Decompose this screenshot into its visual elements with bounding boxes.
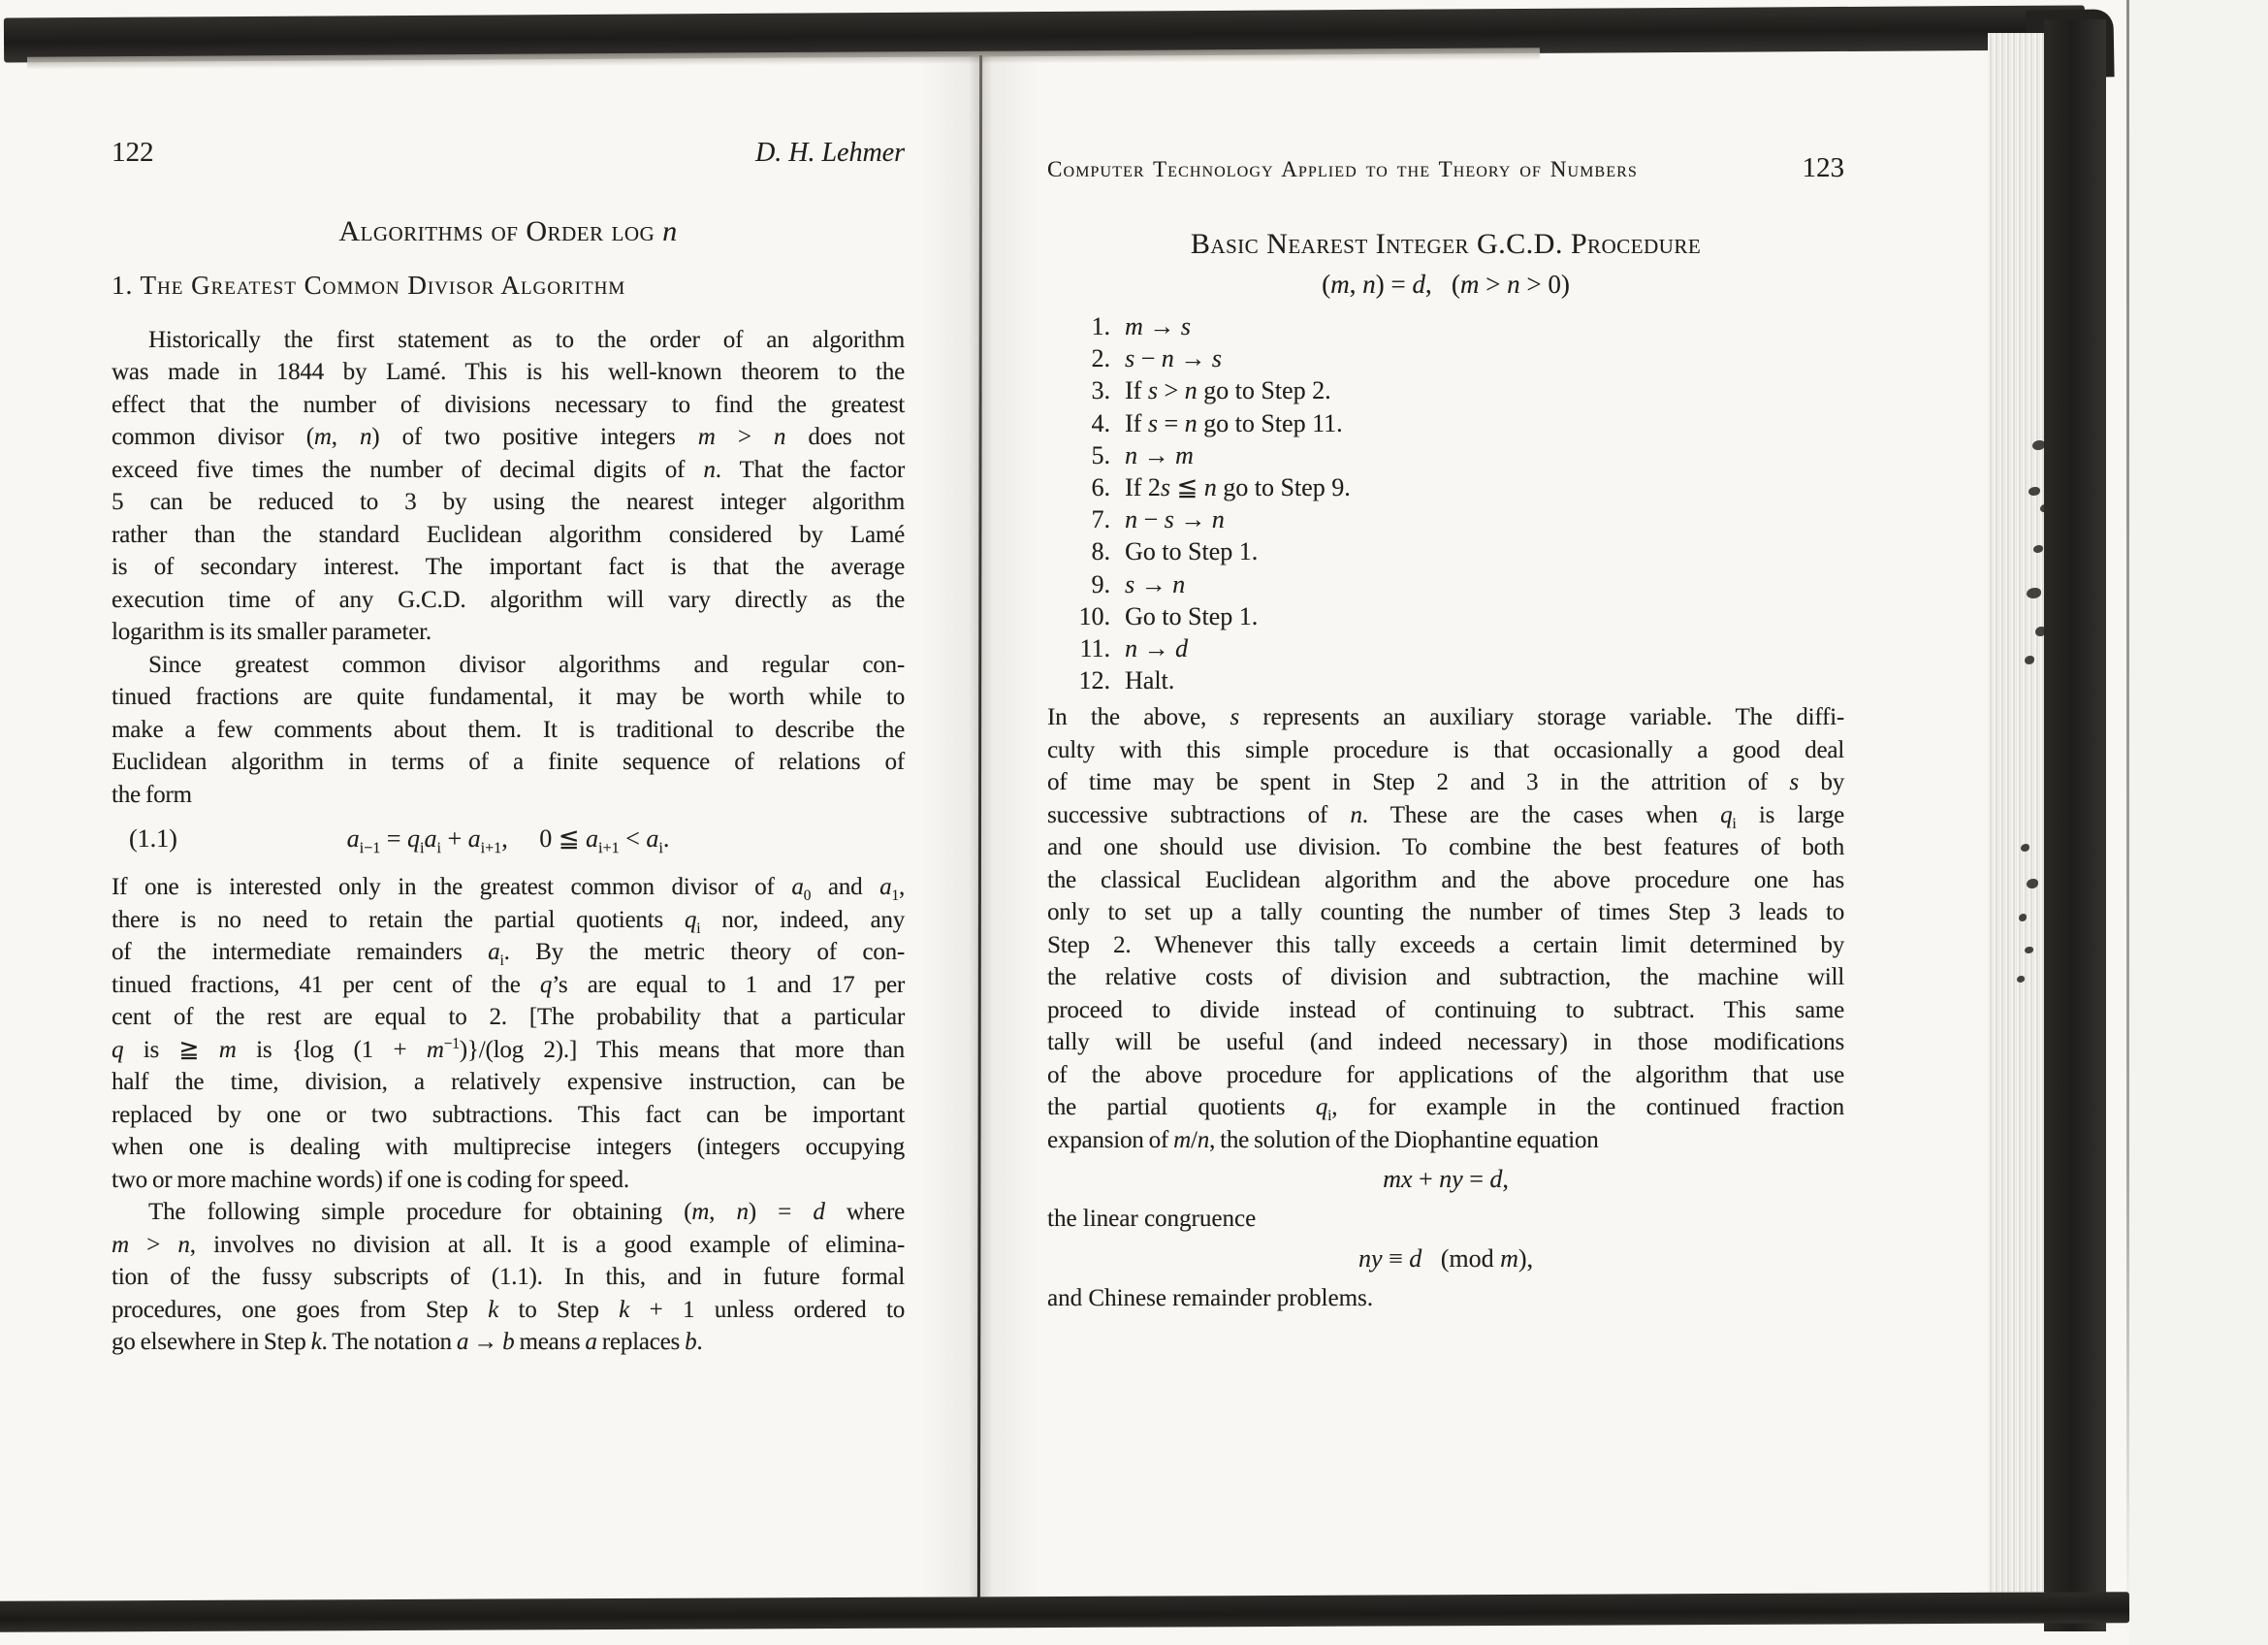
step-number: 2.: [1091, 344, 1110, 373]
ink-spot: [2019, 914, 2027, 921]
text-line: execution time of any G.C.D. algorithm will vary directly as the: [112, 586, 905, 613]
procedure-step: [1047, 632, 1844, 664]
paragraph-historically: [112, 324, 905, 649]
ink-spot: [2017, 976, 2025, 983]
closing-line: and Chinese remainder problems.: [1047, 1285, 1374, 1312]
step-number: 6.: [1091, 473, 1110, 502]
text-line: effect that the number of divisions necessary to find the greatest: [112, 391, 905, 418]
step-text: n → d: [1125, 634, 1188, 663]
step-number: 9.: [1091, 569, 1110, 598]
ink-spot: [2033, 545, 2043, 553]
procedure-step: [1047, 600, 1844, 632]
procedure-condition: (m, n) = d, (m > n > 0): [1322, 270, 1570, 299]
procedure-step: [1047, 664, 1844, 696]
text-line: was made in 1844 by Lamé. This is his well-known theorem to the: [112, 359, 905, 385]
text-line: the form: [112, 781, 192, 808]
text-line: Since greatest common divisor algorithms and regular con-: [148, 651, 905, 678]
text-line: make a few comments about them. It is traditional to describe the: [112, 716, 905, 743]
linear-congruence-label: the linear congruence: [1047, 1206, 1257, 1233]
text-line: and one should use division. To combine the best features of both: [1047, 834, 1844, 861]
text-line: tinued fractions, 41 per cent of the q’s are equal to 1 and 17 per: [112, 971, 905, 998]
text-line: the relative costs of division and subtraction, the machine will: [1047, 964, 1844, 991]
text-line: of the above procedure for applications of the algorithm that use: [1047, 1061, 1844, 1088]
step-number: 1.: [1091, 312, 1110, 340]
procedure-step: [1047, 439, 1844, 471]
step-text: If s > n go to Step 2.: [1125, 376, 1331, 405]
equation-label: (1.1): [129, 824, 177, 853]
step-text: If s = n go to Step 11.: [1125, 408, 1343, 437]
text-line: logarithm is its smaller parameter.: [112, 619, 431, 645]
equation-congruence: ny ≡ d (mod m),: [1358, 1244, 1534, 1274]
text-line: two or more machine words) if one is coding for speed.: [112, 1166, 629, 1193]
text-line: q is ≧ m is {log $(1 + m^{-1})\}/(\log$ 2).] This means that more than: [112, 1035, 905, 1063]
step-number: 8.: [1091, 537, 1110, 566]
right-page: [1047, 151, 1844, 1315]
text-line: replaced by one or two subtractions. This fact can be important: [112, 1101, 905, 1128]
ink-spot: [2027, 588, 2041, 598]
paragraph-if-one-is-interested: [112, 871, 905, 1196]
text-line: rather than the standard Euclidean algorithm considered by Lamé: [112, 521, 905, 548]
article-title: Algorithms of Order log n: [338, 215, 678, 247]
procedure-step: [1047, 374, 1844, 406]
procedure-step: [1047, 310, 1844, 342]
equation-1-1: [112, 820, 905, 858]
left-page-body: [112, 324, 905, 1359]
procedure-step: [1047, 407, 1844, 439]
section-heading: 1. The Greatest Common Divisor Algorithm: [112, 271, 626, 301]
procedure-step: [1047, 503, 1844, 535]
text-line: tion of the fussy subscripts of (1.1). In this, and in future formal: [112, 1264, 905, 1290]
step-text: s − n → s: [1125, 344, 1222, 373]
ink-spot: [2027, 879, 2038, 888]
step-text: If 2s ≦ n go to Step 9.: [1125, 473, 1351, 502]
text-line: go elsewhere in Step k. The notation a → b means a replaces b.: [112, 1329, 703, 1355]
text-line: Euclidean algorithm in terms of a finite sequence of relations of: [112, 749, 905, 775]
text-line: Step 2. Whenever this tally exceeds a certain limit determined by: [1047, 931, 1844, 958]
ink-spot: [2025, 656, 2034, 664]
text-line: If one is interested only in the greatest common divisor of $a_0$ and $a_1$,: [112, 874, 905, 904]
scanner-background: [2129, 0, 2268, 1645]
text-line: only to set up a tally counting the number of times Step 3 leads to: [1047, 899, 1844, 926]
text-line: exceed five times the number of decimal digits of n. That the factor: [112, 456, 906, 483]
step-text: m → s: [1125, 312, 1191, 340]
left-page: [112, 136, 905, 1359]
procedure-step: [1047, 342, 1844, 374]
ink-spot: [2025, 947, 2033, 953]
text-line: Historically the first statement as to the order of an algorithm: [148, 326, 905, 353]
left-page-header: [112, 136, 905, 170]
text-line: The following simple procedure for obtaining (m, n) = d where: [148, 1199, 905, 1225]
text-line: 5 can be reduced to 3 by using the nearest integer algorithm: [112, 489, 905, 515]
step-number: 12.: [1078, 666, 1110, 695]
procedure-step: [1047, 471, 1844, 503]
paragraph-in-the-above: [1047, 701, 1844, 1156]
equation-diophantine: mx + ny = d,: [1383, 1165, 1509, 1194]
text-line: when one is dealing with multiprecise integers (integers occupying: [112, 1134, 905, 1160]
scan-bottom-edge-bar: [0, 1592, 2129, 1632]
text-line: there is no need to retain the partial quotients $q_i$ nor, indeed, any: [112, 906, 905, 937]
text-line: of the intermediate remainders $a_i$. By the metric theory of con-: [112, 939, 905, 969]
step-text: Halt.: [1125, 666, 1175, 695]
running-header-author: D. H. Lehmer: [755, 138, 905, 168]
procedure-step: [1047, 568, 1844, 600]
text-line: half the time, division, a relatively expensive instruction, can be: [112, 1069, 905, 1095]
ink-spot: [2021, 844, 2029, 852]
text-line: cent of the rest are equal to 2. [The probability that a particular: [112, 1004, 905, 1030]
step-text: n − s → n: [1125, 505, 1225, 534]
text-line: proceed to divide instead of continuing to subtract. This same: [1047, 996, 1844, 1023]
text-line: of time may be spent in Step 2 and 3 in the attrition of s by: [1047, 769, 1844, 796]
step-number: 5.: [1091, 440, 1110, 469]
text-line: the partial quotients $q_i$, for example in the continued fraction: [1047, 1094, 1844, 1125]
running-header-title: Computer Technology Applied to the Theory of Numbers: [1047, 157, 1638, 181]
text-line: m > n, involves no division at all. It is a good example of elimina-: [112, 1231, 906, 1258]
text-line: is of secondary interest. The important fact is that the average: [112, 554, 905, 580]
step-text: s → n: [1125, 569, 1186, 598]
paragraph-since-gcd: [112, 649, 905, 812]
ink-spot: [2028, 487, 2040, 496]
text-line: expansion of m/n, the solution of the Diophantine equation: [1047, 1126, 1599, 1153]
text-line: tinued fractions are quite fundamental, it may be worth while to: [112, 684, 905, 710]
page-fore-edge: [1988, 33, 2044, 1624]
procedure-step: [1047, 535, 1844, 567]
procedure-title: Basic Nearest Integer G.C.D. Procedure: [1190, 228, 1702, 260]
step-number: 7.: [1091, 505, 1110, 534]
step-text: Go to Step 1.: [1125, 537, 1259, 566]
page-number-right: 123: [1802, 152, 1844, 183]
book-cover-edge: [2044, 19, 2106, 1631]
text-line: In the above, s represents an auxiliary storage variable. The diffi-: [1047, 704, 1844, 731]
text-line: culty with this simple procedure is that occasionally a good deal: [1047, 736, 1844, 763]
step-number: 11.: [1079, 634, 1110, 663]
text-line: the classical Euclidean algorithm and the above procedure one has: [1047, 866, 1844, 893]
text-line: tally will be useful (and indeed necessary) in those modifications: [1047, 1029, 1844, 1056]
paragraph-following-procedure: [112, 1196, 905, 1359]
step-number: 10.: [1078, 601, 1110, 630]
text-line: common divisor (m, n) of two positive integers m > n does not: [112, 424, 905, 450]
scanner-edge-shadow: [2126, 0, 2129, 1639]
equation-formula: $a_{i-1} = q_ia_i + a_{i+1}$, 0 ≦ $a_{i+1} < a_i$.: [346, 824, 670, 857]
procedure-steps: [1047, 310, 1844, 696]
right-page-header: [1047, 151, 1844, 184]
step-number: 4.: [1091, 408, 1110, 437]
step-text: n → m: [1125, 440, 1194, 469]
text-line: procedures, one goes from Step k to Step k + 1 unless ordered to: [112, 1296, 905, 1323]
text-line: successive subtractions of n. These are the cases when $q_i$ is large: [1047, 801, 1844, 832]
page-number-left: 122: [112, 137, 154, 168]
step-text: Go to Step 1.: [1125, 601, 1259, 630]
step-number: 3.: [1091, 376, 1110, 405]
